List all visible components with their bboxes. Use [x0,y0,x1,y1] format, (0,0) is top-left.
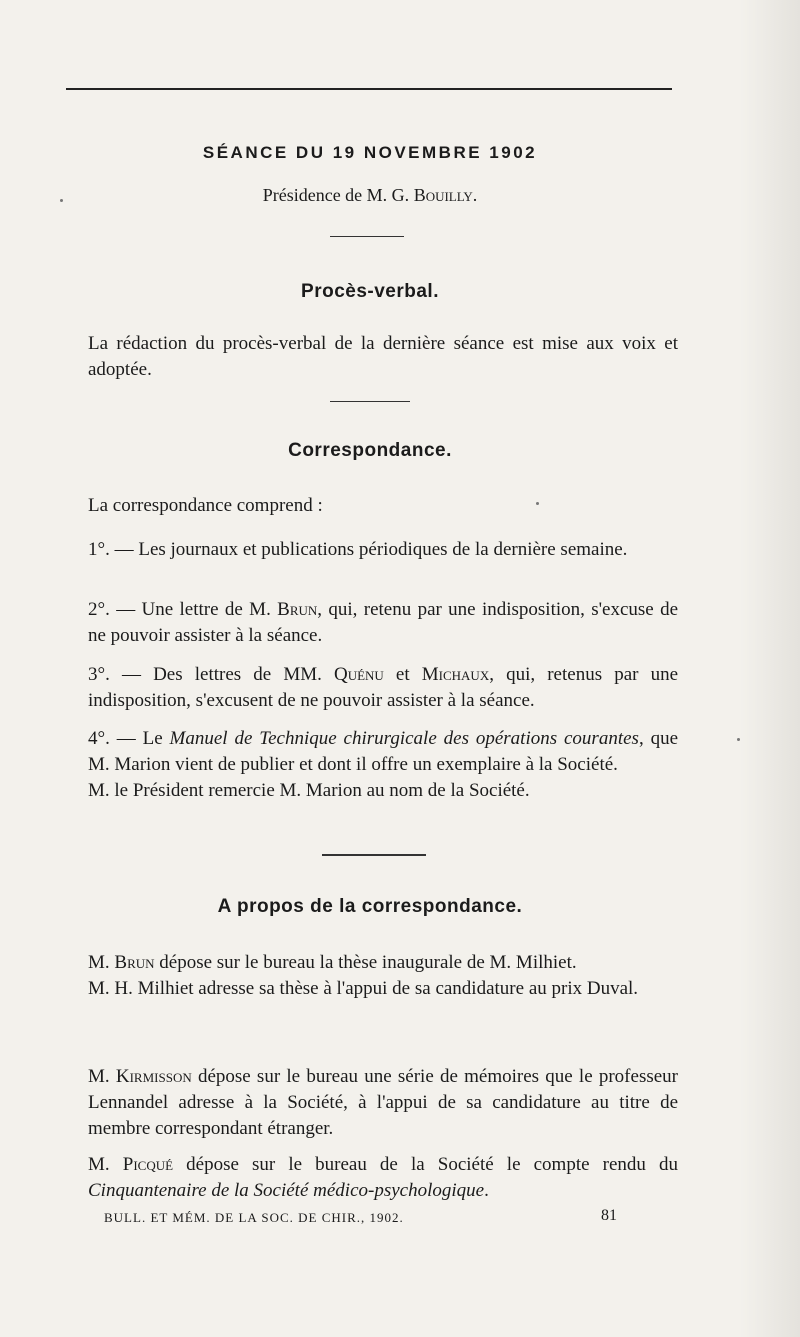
heading-proces-verbal: Procès-verbal. [301,281,439,302]
item-3-joiner: et [383,664,422,685]
a-propos-paragraph-3 [88,1064,678,1142]
paper-speck [536,502,539,505]
a-propos-paragraph-1 [88,950,678,1002]
a-propos-4-title: Cinquantenaire de la Société médico-psychologique [88,1180,485,1201]
section-divider [330,401,410,402]
item-1-text: 1°. — Les journaux et publications périodiques de la dernière semaine. [88,539,628,560]
presidency-line [0,185,740,206]
item-3-name-1: Quénu [333,664,384,685]
a-propos-4-name: Picqué [122,1154,174,1175]
proces-verbal-text [88,331,678,383]
correspondance-item-2 [88,597,678,649]
heading-correspondance: Correspondance. [288,440,452,461]
a-propos-3-name: Kirmisson [115,1066,192,1087]
a-propos-2-text: M. H. Milhiet adresse sa thèse à l'appui de sa candidature au prix Duval. [88,978,639,999]
president-name: Bouilly [413,185,473,205]
item-4-book-title: Manuel de Technique chirurgicale des opérations courantes [169,728,639,749]
a-propos-3-lead: M. [88,1066,116,1087]
item-4-text [88,726,678,778]
a-propos-4-lead: M. [88,1154,123,1175]
correspondance-item-3 [88,662,678,714]
item-2-text [88,597,678,649]
presidency-suffix: . [472,185,478,205]
item-4-rest: , que M. Marion vient de publier et dont il offre un exemplaire à la Société. [88,728,678,775]
presidency-prefix: Présidence de M. G. [262,185,414,205]
item-2-lead: 2°. — Une lettre de M. [88,599,278,620]
a-propos-3-text [88,1064,678,1142]
a-propos-3-rest: dépose sur le bureau une série de mémoires que le professeur Lennandel adresse à la Société, à l'appui de sa candidature au titre de membre correspondant étranger. [88,1066,678,1139]
item-3-lead: 3°. — Des lettres de MM. [88,664,334,685]
correspondance-item-1 [88,537,678,563]
proces-verbal-paragraph: La rédaction du procès-verbal de la dernière séance est mise aux voix et adoptée. [88,333,678,380]
a-propos-4-end: . [484,1180,489,1201]
a-propos-1-text [88,950,678,976]
a-propos-1-rest: dépose sur le bureau la thèse inaugurale de M. Milhiet. [154,952,577,973]
item-3-text [88,662,678,714]
a-propos-4-text [88,1152,678,1204]
a-propos-4-rest: dépose sur le bureau de la Société le compte rendu du [173,1154,678,1175]
item-3-rest: , qui, retenus par une indisposition, s'excusent de ne pouvoir assister à la séance. [88,664,679,711]
paper-speck [60,199,63,202]
item-2-name: Brun [277,599,318,620]
footer-journal: BULL. ET MÉM. DE LA SOC. DE CHIR., 1902. [104,1210,404,1225]
correspondance-intro [88,493,678,519]
item-4-thanks: M. le Président remercie M. Marion au nom de la Société. [88,780,530,801]
session-title: SÉANCE DU 19 NOVEMBRE 1902 [202,143,538,162]
item-2-rest: , qui, retenu par une indisposition, s'excuse de ne pouvoir assister à la séance. [88,599,679,646]
correspondance-item-4 [88,726,678,804]
footer-page-number: 81 [601,1207,617,1224]
item-4-lead: 4°. — Le [88,728,170,749]
paper-edge-shading [740,0,800,1337]
section-divider [322,854,426,856]
item-3-name-2: Michaux [421,664,490,685]
intro-paragraph: La correspondance comprend : [88,495,323,516]
heading-a-propos: A propos de la correspondance. [217,896,523,917]
paper-speck [737,738,740,741]
section-divider [330,236,404,237]
a-propos-paragraph-4 [88,1152,678,1204]
a-propos-1-lead: M. [88,952,115,973]
a-propos-1-name: Brun [114,952,155,973]
top-rule [66,88,672,90]
